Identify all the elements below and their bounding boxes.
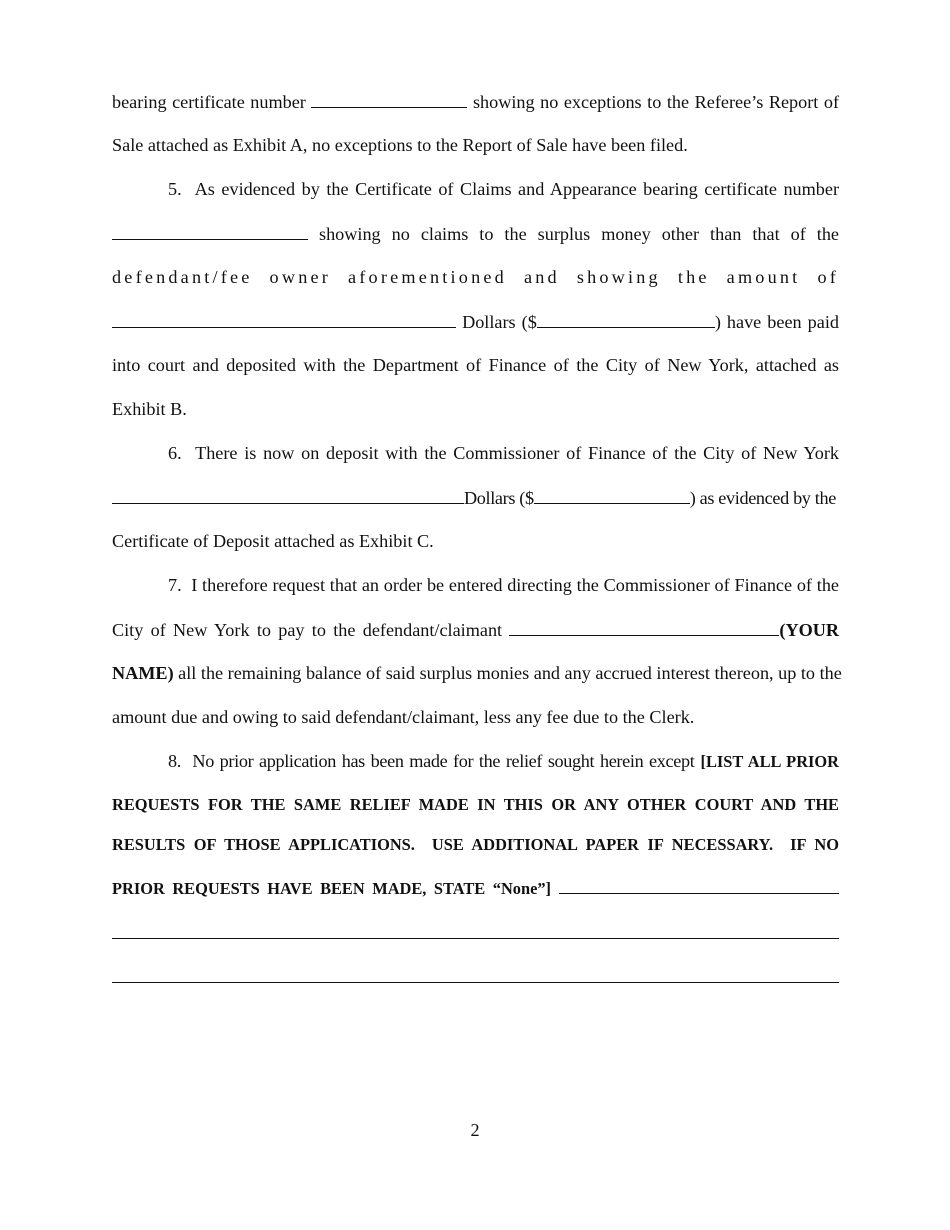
paragraph-5-line: 5. As evidenced by the Certificate of Claims and Appearance bearing certificate number bbox=[168, 179, 839, 199]
paragraph-7-line: NAME) all the remaining balance of said surplus monies and any accrued interest thereon, up to the bbox=[112, 663, 842, 683]
deposit-amount-dollars-blank[interactable] bbox=[534, 484, 690, 504]
paragraph-8-line: PRIOR REQUESTS HAVE BEEN MADE, STATE “None”] bbox=[112, 874, 839, 900]
certificate-number-blank[interactable] bbox=[311, 88, 467, 108]
answer-blank-line[interactable] bbox=[112, 938, 839, 939]
claims-certificate-number-blank[interactable] bbox=[112, 220, 308, 240]
paragraph-8-line: RESULTS OF THOSE APPLICATIONS. USE ADDITIONAL PAPER IF NECESSARY. IF NO bbox=[112, 835, 839, 854]
paragraph-5-line: showing no claims to the surplus money other than that of the bbox=[112, 220, 839, 246]
paragraph-7-line: City of New York to pay to the defendant/claimant (YOUR bbox=[112, 616, 839, 642]
page-number: 2 bbox=[470, 1120, 480, 1140]
prior-requests-blank[interactable] bbox=[559, 874, 839, 894]
paragraph-line: bearing certificate number showing no exceptions to the Referee’s Report of bbox=[112, 88, 839, 114]
paragraph-6-line: Dollars ($ ) as evidenced by the bbox=[112, 484, 839, 510]
claimant-name-blank[interactable] bbox=[509, 616, 779, 636]
paragraph-5-line: into court and deposited with the Department of Finance of the City of New York, attached as bbox=[112, 355, 839, 375]
paragraph-8-line: REQUESTS FOR THE SAME RELIEF MADE IN THIS OR ANY OTHER COURT AND THE bbox=[112, 795, 839, 814]
paragraph-7-line: amount due and owing to said defendant/claimant, less any fee due to the Clerk. bbox=[112, 707, 695, 727]
amount-words-blank[interactable] bbox=[112, 308, 456, 328]
paragraph-6-line: 6. There is now on deposit with the Commissioner of Finance of the City of New York bbox=[168, 443, 839, 463]
answer-blank-line[interactable] bbox=[112, 982, 839, 983]
paragraph-line: Sale attached as Exhibit A, no exceptions to the Report of Sale have been filed. bbox=[112, 135, 688, 155]
deposit-amount-words-blank[interactable] bbox=[112, 484, 464, 504]
paragraph-5-line: defendant/fee owner aforementioned and showing the amount of bbox=[112, 267, 839, 287]
paragraph-6-line: Certificate of Deposit attached as Exhibit C. bbox=[112, 531, 434, 551]
paragraph-5-line: Exhibit B. bbox=[112, 399, 187, 419]
paragraph-7-line: 7. I therefore request that an order be entered directing the Commissioner of Finance of the bbox=[168, 575, 839, 595]
amount-dollars-blank[interactable] bbox=[537, 308, 715, 328]
paragraph-5-line: Dollars ($ ) have been paid bbox=[112, 308, 839, 334]
paragraph-8-line: 8. No prior application has been made for the relief sought herein except [LIST ALL PRIOR bbox=[168, 751, 839, 771]
